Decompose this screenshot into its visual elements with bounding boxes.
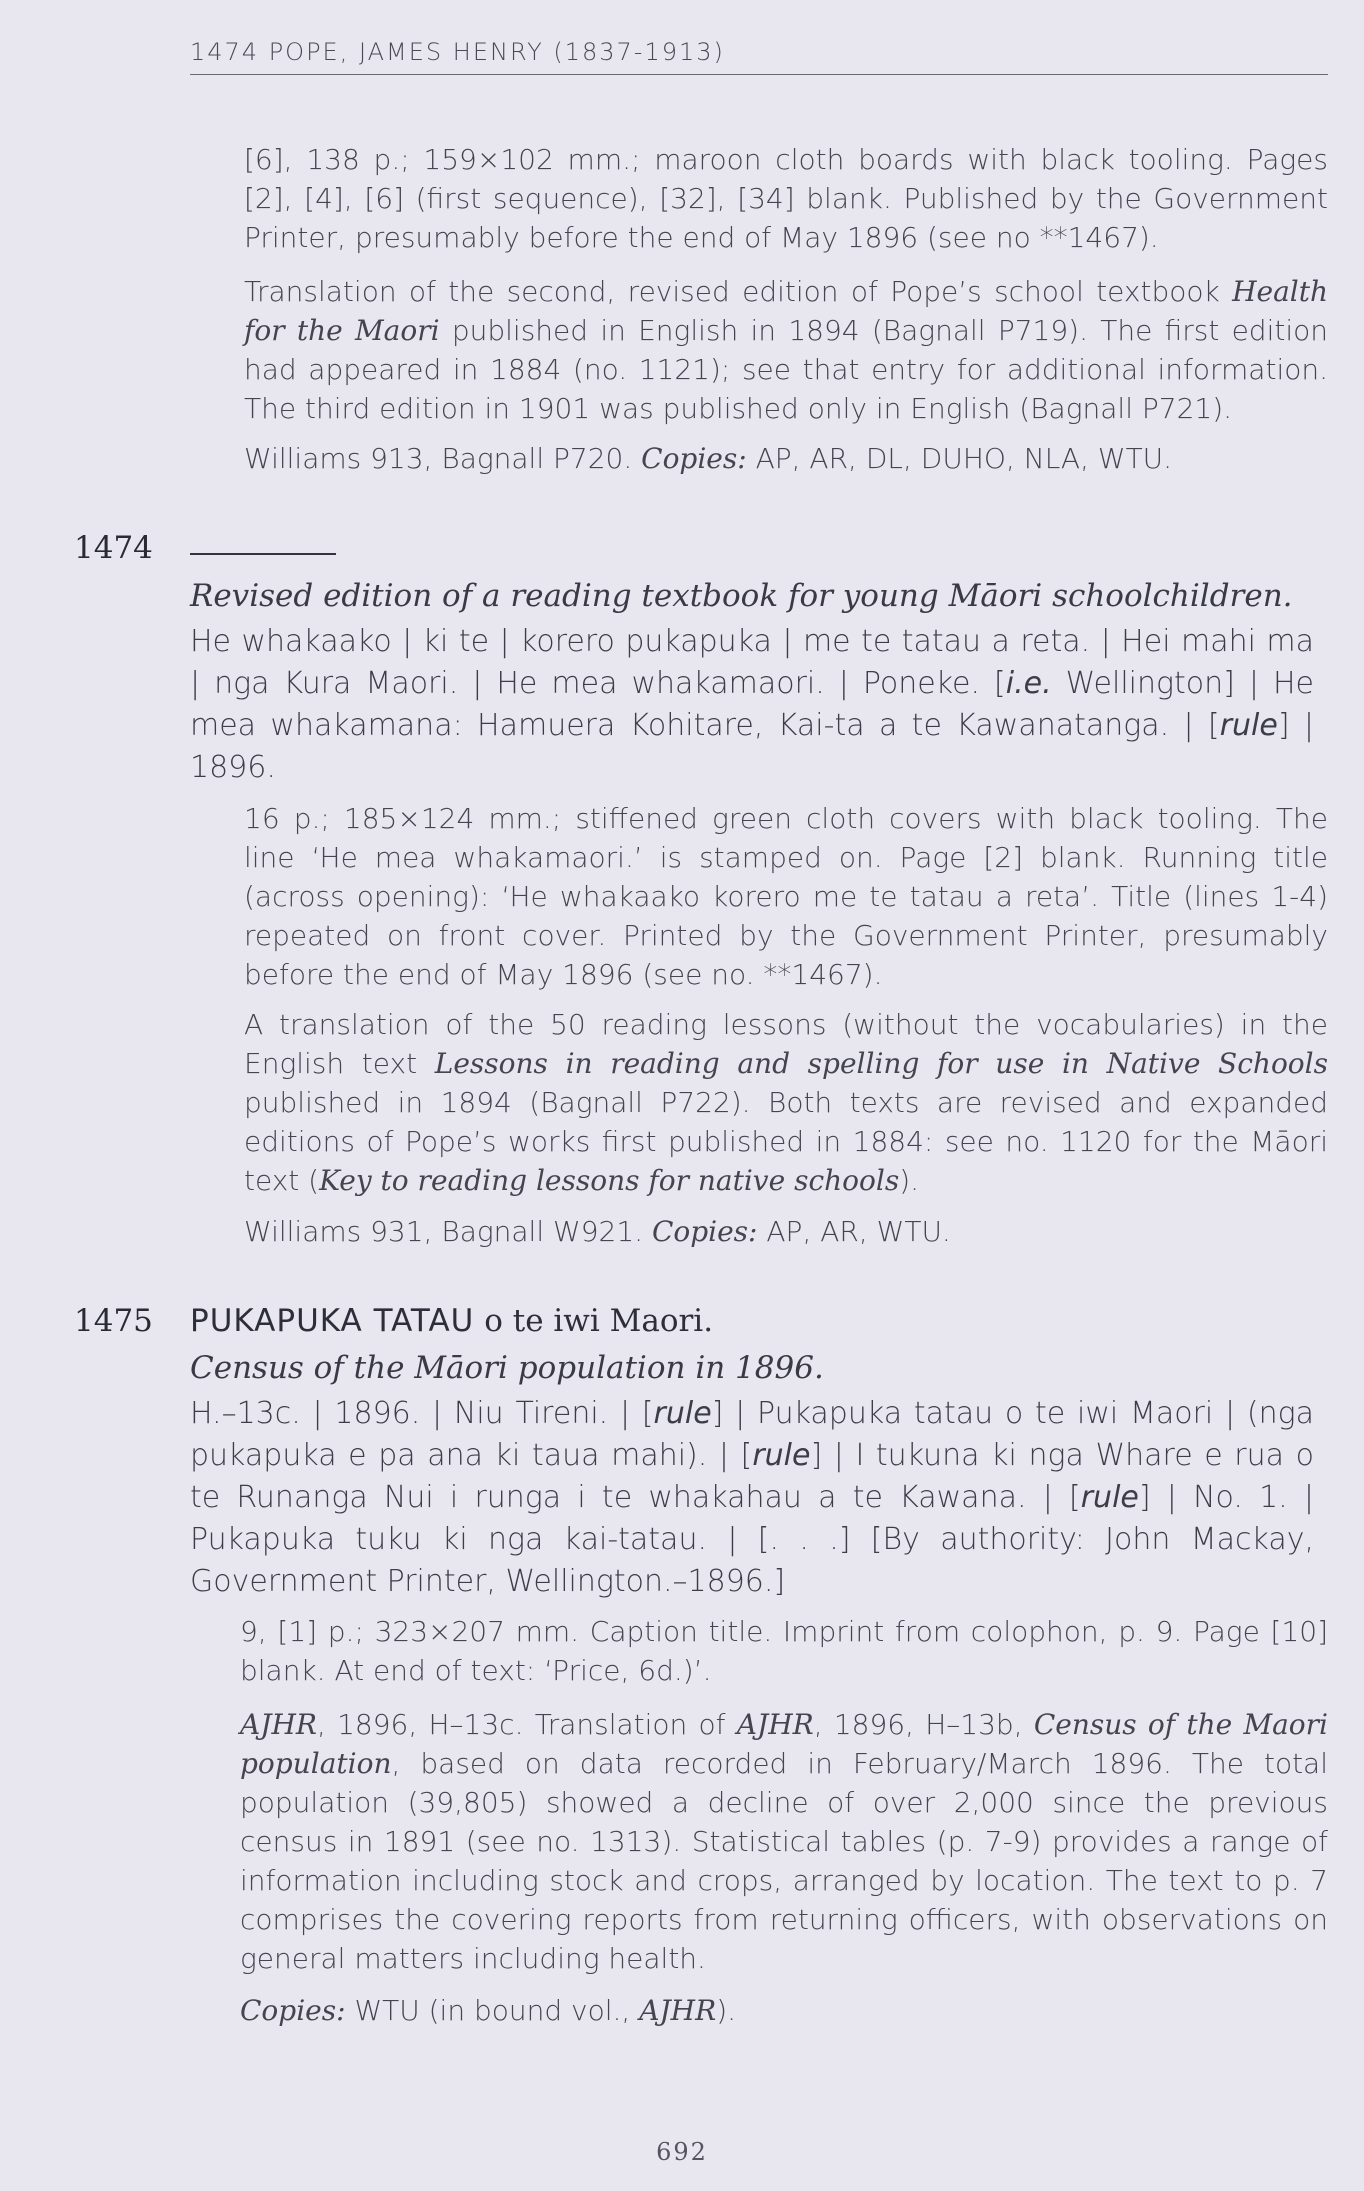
prev-collation-text: [6], 138 p.; 159×102 mm.; maroon cloth boards with black tooling. Pages [2], [4], [6] (first sequence), [32], [34] blank. Published by the Government Printer, presumably before the end of May 1896 (see no **1467). [244,143,1328,254]
e1474-copies: AP, AR, WTU. [757,1215,951,1248]
entry-number-1474: 1474 [74,530,153,566]
entry-1475-copies [240,1991,1328,2030]
e1474-note-c: ). [899,1164,920,1197]
e1475-note-c: , based on data recorded in February/March 1896. The total population (39,805) showed a decline of over 2,000 since the previous census in 1891 (see no. 1313). Statistical tables (p. 7-9) provides a range of information including stock and crops, arranged by location. The text to p. 7 comprises the covering reports from returning officers, with observations on general matters including health. [240,1747,1328,1975]
e1475-title-rest: o te iwi Maori. [474,1303,714,1339]
entry-1474-refs [244,1212,1328,1251]
e1474-copies-label: Copies: [651,1215,758,1248]
prev-entry-note [244,272,1328,428]
e1474-note-title2: Key to reading lessons for native schools [319,1164,900,1197]
entry-1475-note [240,1705,1328,1978]
running-head: 1474 POPE, JAMES HENRY (1837-1913) [190,38,725,66]
entry-1475-title [190,1303,713,1339]
e1475-copies-b: ). [716,1994,737,2027]
prev-refs: Williams 913, Bagnall P720. [244,442,642,475]
e1475-note-ajhr2: AJHR [736,1708,814,1741]
e1474-tr-c: ] | 1896. [190,708,1314,785]
e1474-tr-a: He whakaako | ki te | korero pukapuka | me te tatau a reta. | Hei mahi ma | nga Kura Maori. | He mea whakamaori. | Poneke. [ [190,624,1314,701]
author-repeat-rule [190,553,336,555]
entry-1475-collation [240,1612,1328,1690]
prev-note-title: Health for the Maori [244,275,1328,347]
e1475-tr-c: ] | I tukuna ki nga Whare e rua o te Runanga Nui i runga i te whakahau a te Kawana. | [ [190,1438,1314,1515]
entry-1474-collation [244,799,1328,994]
e1475-note-a: , 1896, H–13c. Translation of [316,1708,737,1741]
e1475-tr-a: H.–13c. | 1896. | Niu Tireni. | [ [190,1396,654,1431]
e1475-tr-b: ] | Pukapuka tatau o te iwi Maori | (nga pukapuka e pa ana ki taua mahi). | [ [190,1396,1314,1473]
e1474-tr-b: Wellington] | He mea whakamana: Hamuera Kohitare, Kai-ta a te Kawanatanga. | [ [190,666,1314,743]
entry-1475-transcription [190,1393,1314,1603]
e1474-refs: Williams 931, Bagnall W921. [244,1215,652,1248]
entry-number-1475: 1475 [74,1303,153,1339]
e1474-note-b: published in 1894 (Bagnall P722). Both texts are revised and expanded editions of Pope’s works first published in 1884: see no. 1120 for the Māori text ( [244,1086,1328,1197]
prev-entry-collation [244,140,1328,257]
e1474-note-title1: Lessons in reading and spelling for use in Native Schools [434,1047,1328,1080]
e1474-ie: i.e. [1005,666,1052,701]
entry-1475-subtitle: Census of the Māori population in 1896. [190,1350,824,1386]
e1475-rule1: rule [653,1396,712,1431]
e1474-note-a: A translation of the 50 reading lessons (without the vocabularies) in the English text [244,1008,1328,1080]
page-number: 692 [656,2138,708,2166]
prev-copies: AP, AR, DL, DUHO, NLA, WTU. [746,442,1173,475]
prev-note-a: Translation of the second, revised edition of Pope’s school textbook [244,275,1233,308]
e1475-note-title: Census of the Maori population [240,1708,1328,1780]
e1474-collation-text: 16 p.; 185×124 mm.; stiffened green cloth covers with black tooling. The line ‘He mea whakamaori.’ is stamped on. Page [2] blank. Running title (across opening): ‘He whakaako korero me te tatau a reta’. Title (lines 1-4) repeated on front cover. Printed by the Government Printer, presumably before the end of May 1896 (see no. **1467). [244,802,1328,991]
e1475-rule3: rule [1080,1480,1139,1515]
e1475-rule2: rule [752,1438,811,1473]
e1475-note-ajhr1: AJHR [240,1708,317,1741]
entry-1474-note [244,1005,1328,1200]
e1474-rule: rule [1219,708,1278,743]
prev-entry-refs [244,439,1328,478]
header-rule [190,74,1328,75]
prev-copies-label: Copies: [641,442,747,475]
e1475-title-caps: PUKAPUKA TATAU [190,1303,475,1339]
e1475-note-b: , 1896, H–13b, [813,1708,1034,1741]
entry-1474-subtitle: Revised edition of a reading textbook for young Māori schoolchildren. [190,578,1293,614]
entry-1474-transcription [190,621,1314,789]
e1475-collation-text: 9, [1] p.; 323×207 mm. Caption title. Imprint from colophon, p. 9. Page [10] blank. At end of text: ‘Price, 6d.)’. [240,1615,1328,1687]
e1475-tr-d: ] | No. 1. | Pukapuka tuku ki nga kai-tatau. | [. . .] [By authority: John Mackay, Government Printer, Wellington.–1896.] [190,1480,1314,1599]
prev-note-b: published in English in 1894 (Bagnall P719). The first edition had appeared in 1884 (no. 1121); see that entry for additional information. The third edition in 1901 was published only in English (Bagnall P721). [244,314,1328,425]
e1475-copies-ajhr: AJHR [639,1994,717,2027]
e1475-copies-a: WTU (in bound vol., [345,1994,640,2027]
e1475-copies-label: Copies: [240,1994,346,2027]
